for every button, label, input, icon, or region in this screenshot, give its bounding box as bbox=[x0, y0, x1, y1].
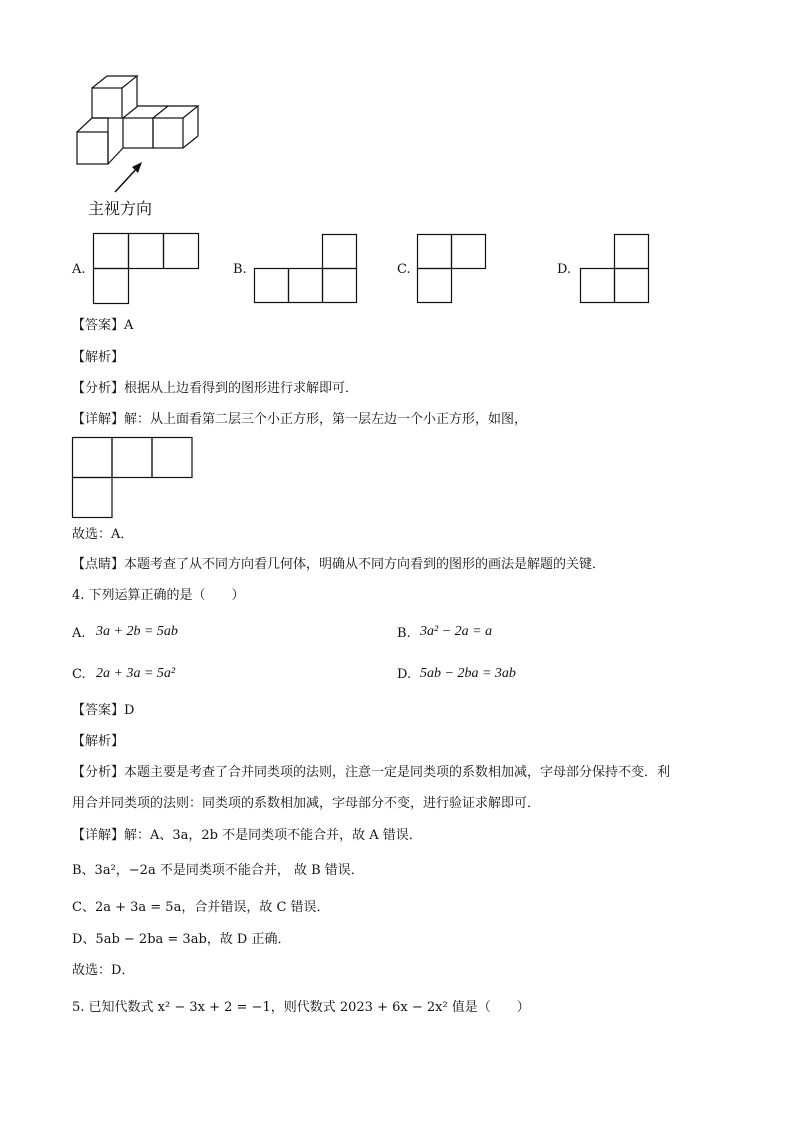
q3-conclusion: 故选：A． bbox=[72, 527, 134, 542]
q3-xiangjie: 【详解】解：从上面看第二层三个小正方形，第一层左边一个小正方形，如图， bbox=[72, 412, 528, 427]
q4-line-d: D、5ab − 2ba = 3ab，故 D 正确． bbox=[72, 932, 291, 947]
q4-analysis-label: 【解析】 bbox=[72, 734, 125, 749]
q4-option-b-expr: 3a² − 2a = a bbox=[420, 624, 493, 639]
option-a-figure bbox=[93, 233, 199, 305]
q4-xiangjie-a: 【详解】解：A、3a，2b 不是同类项不能合并，故 A 错误． bbox=[72, 828, 422, 843]
figure-caption: 主视方向 bbox=[88, 199, 153, 218]
q4-stem: 4. 下列运算正确的是（ ） bbox=[72, 588, 245, 603]
q3-dianjing: 【点睛】本题考查了从不同方向看几何体，明确从不同方向看到的图形的画法是解题的关键． bbox=[72, 557, 606, 572]
q4-conclusion: 故选：D． bbox=[72, 963, 135, 978]
option-a-label: A. bbox=[72, 262, 86, 277]
q4-line-b: B、3a²，−2a 不是同类项不能合并， 故 B 错误． bbox=[72, 863, 364, 878]
q3-top-view-figure bbox=[72, 437, 194, 519]
cube-solid-figure bbox=[70, 70, 210, 170]
option-b-figure bbox=[254, 234, 358, 304]
q4-fenxi-line1: 【分析】本题主要是考查了合并同类项的法则，注意一定是同类项的系数相加减，字母部分保持不变．利 bbox=[72, 765, 671, 780]
q4-answer: 【答案】D bbox=[72, 703, 135, 718]
q4-line-c: C、2a + 3a = 5a，合并错误，故 C 错误． bbox=[72, 900, 330, 915]
q4-option-a-expr: 3a + 2b = 5ab bbox=[96, 624, 178, 639]
option-d-figure bbox=[580, 234, 650, 304]
q3-answer: 【答案】A bbox=[72, 318, 134, 333]
q4-option-a-label: A. bbox=[72, 626, 86, 641]
q3-analysis-label: 【解析】 bbox=[72, 350, 125, 365]
q4-option-b-label: B. bbox=[397, 626, 411, 641]
q4-option-d-label: D. bbox=[397, 667, 412, 682]
option-c-label: C. bbox=[397, 262, 411, 277]
q3-fenxi: 【分析】根据从上边看得到的图形进行求解即可． bbox=[72, 381, 359, 396]
option-c-figure bbox=[417, 234, 487, 304]
q4-option-d-expr: 5ab − 2ba = 3ab bbox=[420, 666, 516, 681]
q5-stem: 5. 已知代数式 x² − 3x + 2 = −1，则代数式 2023 + 6x − 2x² 值是（ ） bbox=[72, 1000, 530, 1015]
q4-fenxi-line2: 用合并同类项的法则：同类项的系数相加减，字母部分不变，进行验证求解即可． bbox=[72, 796, 541, 811]
option-d-label: D. bbox=[557, 262, 572, 277]
q4-option-c-expr: 2a + 3a = 5a² bbox=[96, 666, 176, 681]
q4-option-c-label: C. bbox=[72, 667, 86, 682]
option-b-label: B. bbox=[233, 262, 247, 277]
